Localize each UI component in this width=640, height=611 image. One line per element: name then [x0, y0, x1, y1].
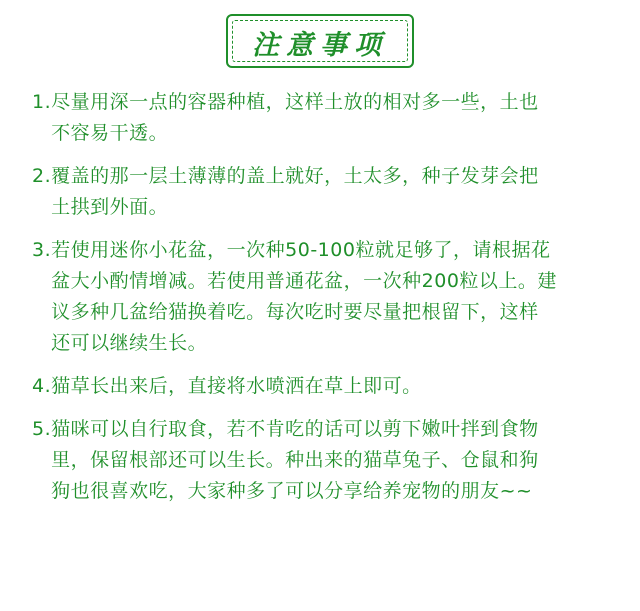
- note-line: 还可以继续生长。: [51, 332, 208, 354]
- note-number: 5.: [32, 418, 52, 440]
- note-item-2: [32, 161, 632, 223]
- notes-list: [32, 87, 632, 519]
- note-line: 猫咪可以自行取食，若不肯吃的话可以剪下嫩叶拌到食物: [51, 418, 539, 440]
- note-text: [51, 371, 632, 402]
- note-line: 议多种几盆给猫换着吃。每次吃时要尽量把根留下，这样: [51, 301, 539, 323]
- note-number: 1.: [32, 91, 52, 113]
- note-item-1: [32, 87, 632, 149]
- note-text: [51, 161, 632, 223]
- note-line: 猫草长出来后，直接将水喷洒在草上即可。: [51, 375, 422, 397]
- note-text: [51, 87, 632, 149]
- note-line: 盆大小酌情增减。若使用普通花盆，一次种200粒以上。建: [51, 270, 557, 292]
- note-line: 里，保留根部还可以生长。种出来的猫草兔子、仓鼠和狗: [51, 449, 539, 471]
- note-line: 土拱到外面。: [51, 196, 169, 218]
- note-text: [51, 235, 632, 359]
- page-title: 注意事项: [252, 30, 388, 61]
- note-number: 4.: [32, 375, 52, 397]
- title-box: [226, 14, 414, 68]
- note-item-3: [32, 235, 632, 359]
- note-line: 狗也很喜欢吃，大家种多了可以分享给养宠物的朋友~~: [51, 480, 533, 502]
- note-line: 覆盖的那一层土薄薄的盖上就好，土太多，种子发芽会把: [51, 165, 539, 187]
- note-item-4: [32, 371, 632, 402]
- note-line: 尽量用深一点的容器种植，这样土放的相对多一些，土也: [51, 91, 539, 113]
- note-item-5: [32, 414, 632, 507]
- note-line: 若使用迷你小花盆，一次种50-100粒就足够了，请根据花: [51, 239, 551, 261]
- note-number: 3.: [32, 239, 52, 261]
- note-text: [51, 414, 632, 507]
- note-line: 不容易干透。: [51, 122, 169, 144]
- note-number: 2.: [32, 165, 52, 187]
